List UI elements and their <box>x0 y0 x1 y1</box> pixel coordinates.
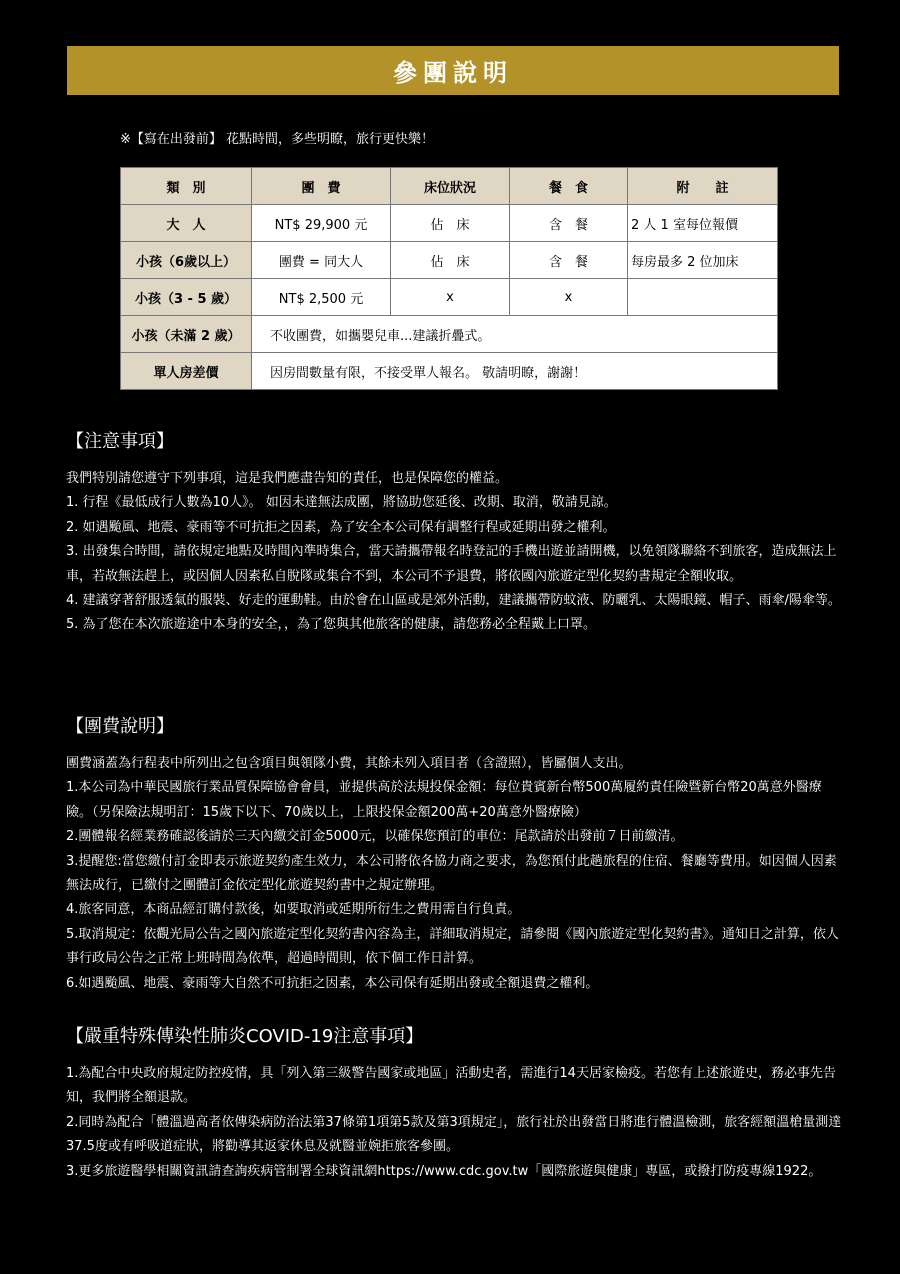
header-remark: 附 註 <box>628 168 778 205</box>
row-fee: NT$ 2,500 元 <box>252 279 391 316</box>
row-meal: 含 餐 <box>510 242 628 279</box>
table-row <box>121 279 778 316</box>
section-title: 【團費說明】 <box>66 716 174 737</box>
row-bed: 佔 床 <box>391 242 510 279</box>
row-fee: NT$ 29,900 元 <box>252 205 391 242</box>
paragraph: 2.同時為配合「體溫過高者依傳染病防治法第37條第1項第5款及第3項規定」，旅行社於出發當日將進行體溫檢測，旅客經額溫槍量測達37.5度或有呼吸道症狀，將勸導其返家休息及就醫並婉拒旅客參團。 <box>66 1114 842 1155</box>
row-bed: 佔 床 <box>391 205 510 242</box>
header-meal: 餐 食 <box>510 168 628 205</box>
paragraph: 3. 出發集合時間，請依規定地點及時間內準時集合，當天請攜帶報名時登記的手機出遊並請開機，以免領隊聯絡不到旅客，造成無法上車，若故無法趕上，或因個人因素私自脫隊或集合不到，本公司不予退費，將依國內旅遊定型化契約書規定全額收取。 <box>66 544 837 584</box>
covid-section <box>66 1022 844 1184</box>
paragraph: 5.取消規定：依觀光局公告之國內旅遊定型化契約書內容為主，詳細取消規定，請參閱《國內旅遊定型化契約書》。通知日之計算，依人事行政局公告之正常上班時間為依準，超過時間則，依下個工作日計算。 <box>66 926 839 967</box>
header-fee: 團 費 <box>252 168 391 205</box>
row-label: 小孩（3 - 5 歲） <box>121 279 252 316</box>
row-meal: 含 餐 <box>510 205 628 242</box>
row-bed: x <box>391 279 510 316</box>
row-remark <box>628 279 778 316</box>
paragraph: 4.旅客同意，本商品經訂購付款後，如要取消或延期所衍生之費用需自行負責。 <box>66 902 521 918</box>
paragraph: 3.提醒您:當您繳付訂金即表示旅遊契約產生效力，本公司將依各協力商之要求，為您預付此趟旅程的住宿、餐廳等費用。如因個人因素無法成行，已繳付之團體訂金依定型化旅遊契約書中之規定辦理。 <box>66 853 837 894</box>
notice-section <box>66 427 844 638</box>
section-title: 【注意事項】 <box>66 431 174 452</box>
row-fee: 團費 = 同大人 <box>252 242 391 279</box>
title-banner <box>67 46 839 95</box>
paragraph: 1.本公司為中華民國旅行業品質保障協會會員，並提供高於法規投保金額：每位貴賓新台幣500萬履約責任險暨新台幣20萬意外醫療險。（另保險法規明訂：15歲下以下、70歲以上，上限投保金額200萬+20萬意外醫療險） <box>66 780 822 820</box>
section-title: 【嚴重特殊傳染性肺炎COVID-19注意事項】 <box>66 1026 424 1047</box>
row-merged-note: 不收團費，如攜嬰兒車...建議折疊式。 <box>252 316 778 353</box>
paragraph: 3.更多旅遊醫學相關資訊請查詢疾病管制署全球資訊網https://www.cdc.gov.tw「國際旅遊與健康」專區，或撥打防疫專線1922。 <box>66 1163 822 1179</box>
fee-info-section <box>66 712 844 996</box>
row-remark: 2 人 1 室每位報價 <box>628 205 778 242</box>
paragraph: 1. 行程《最低成行人數為10人》。 如因未達無法成團，將協助您延後、改期、取消，敬請見諒。 <box>66 495 617 511</box>
row-remark: 每房最多 2 位加床 <box>628 242 778 279</box>
paragraph: 6.如遇颱風、地震、豪雨等大自然不可抗拒之因素，本公司保有延期出發或全額退費之權利。 <box>66 975 599 991</box>
paragraph: 2. 如遇颱風、地震、豪雨等不可抗拒之因素，為了安全本公司保有調整行程或延期出發之權利。 <box>66 519 616 535</box>
row-label: 大 人 <box>121 205 252 242</box>
table-row <box>121 205 778 242</box>
fee-table <box>120 167 778 390</box>
paragraph: 我們特別請您遵守下列事項，這是我們應盡告知的責任，也是保障您的權益。 <box>66 471 509 486</box>
paragraph: 2.團體報名經業務確認後請於三天內繳交訂金5000元，以確保您預訂的車位：尾款請於出發前７日前繳清。 <box>66 829 684 845</box>
row-meal: x <box>510 279 628 316</box>
banner-title: 參團說明 <box>393 58 513 87</box>
table-row <box>121 353 778 390</box>
header-category: 類 別 <box>121 168 252 205</box>
paragraph: 團費涵蓋為行程表中所列出之包含項目與領隊小費，其餘未列入項目者（含證照），皆屬個人支出。 <box>66 756 632 771</box>
paragraph: 1.為配合中央政府規定防控疫情，具「列入第三級警告國家或地區」活動史者，需進行14天居家檢疫。若您有上述旅遊史，務必事先告知，我們將全額退款。 <box>66 1066 836 1106</box>
table-row <box>121 242 778 279</box>
row-label: 單人房差價 <box>121 353 252 390</box>
table-row <box>121 316 778 353</box>
fee-table-header <box>121 168 778 205</box>
header-bed: 床位狀況 <box>391 168 510 205</box>
row-merged-note: 因房間數量有限，不接受單人報名。 敬請明瞭，謝謝！ <box>252 353 778 390</box>
pre-trip-note: ※【寫在出發前】 花點時間，多些明瞭，旅行更快樂！ <box>120 132 435 147</box>
row-label: 小孩（未滿 2 歲） <box>121 316 252 353</box>
row-label: 小孩（6歲以上） <box>121 242 252 279</box>
paragraph: 5. 為了您在本次旅遊途中本身的安全，，為了您與其他旅客的健康，請您務必全程戴上口罩。 <box>66 617 597 633</box>
paragraph: 4. 建議穿著舒服透氣的服裝、好走的運動鞋。由於會在山區或是郊外活動，建議攜帶防蚊液、防曬乳、太陽眼鏡、帽子、雨傘/陽傘等。 <box>66 593 841 609</box>
